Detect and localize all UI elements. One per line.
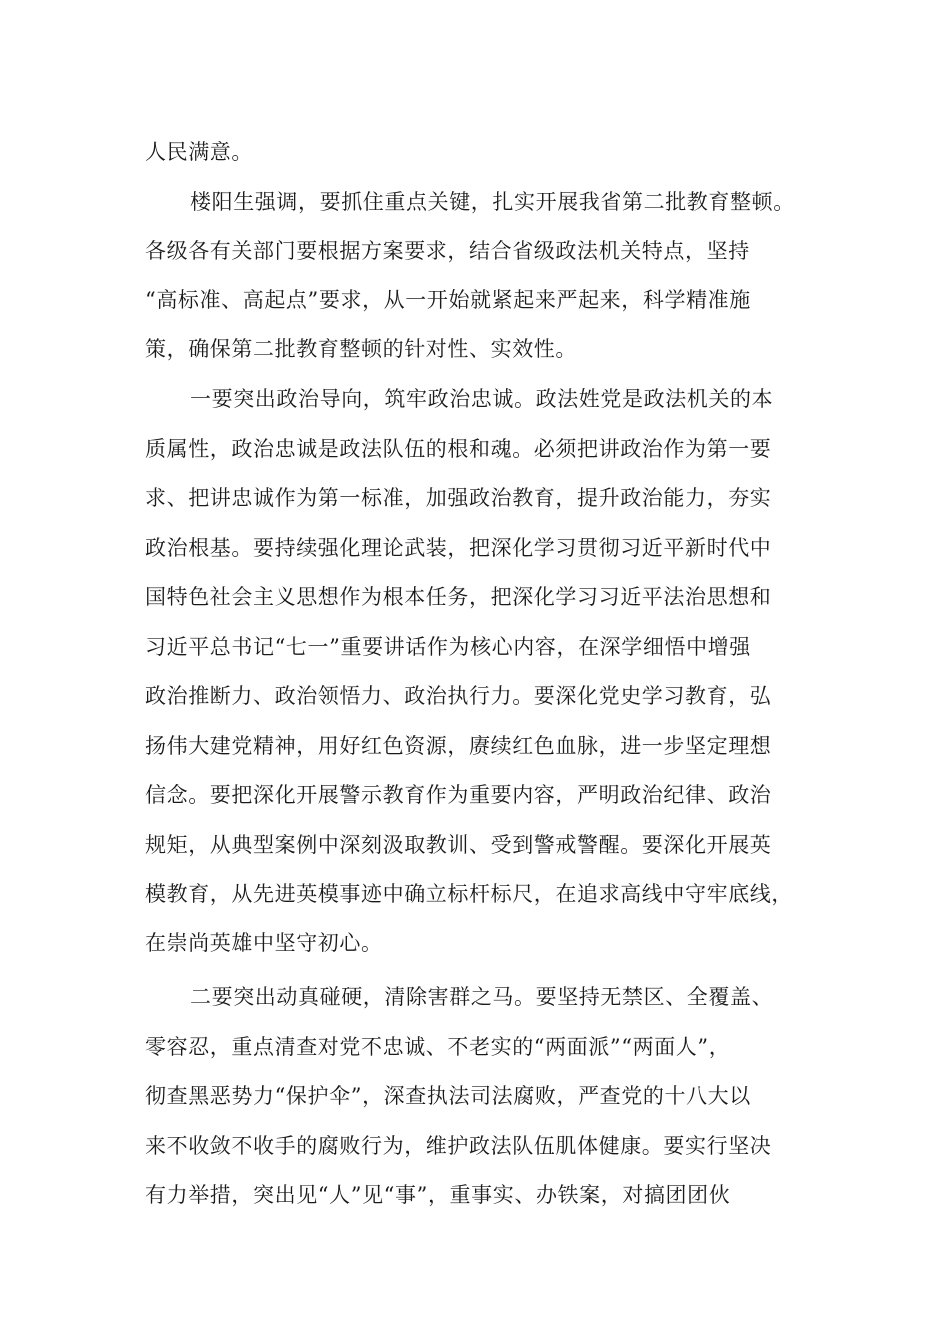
text-line: 有力举措，突出见“人”见“事”，重事实、办铁案，对搞团团伙 xyxy=(145,1183,731,1207)
text-line: 模教育，从先进英模事迹中确立标杆标尺，在追求高线中守牢底线， xyxy=(145,882,793,906)
text-line: 零容忍，重点清查对党不忠诚、不老实的“两面派”“两面人”， xyxy=(145,1035,731,1059)
text-line: 策，确保第二批教育整顿的针对性、实效性。 xyxy=(145,337,577,361)
text-line: 信念。要把深化开展警示教育作为重要内容，严明政治纪律、政治 xyxy=(145,783,772,807)
text-line: 人民满意。 xyxy=(145,140,253,164)
text-line: 求、把讲忠诚作为第一标准，加强政治教育，提升政治能力，夯实 xyxy=(145,486,772,510)
text-line: 来不收敛不收手的腐败行为，维护政法队伍肌体健康。要实行坚决 xyxy=(145,1134,772,1158)
text-line: 规矩，从典型案例中深刻汲取教训、受到警戒警醒。要深化开展英 xyxy=(145,833,772,857)
paragraph-first-line: 二要突出动真碰硬，清除害群之马。要坚持无禁区、全覆盖、 xyxy=(190,985,774,1009)
text-line: 质属性，政治忠诚是政法队伍的根和魂。必须把讲政治作为第一要 xyxy=(145,437,772,461)
text-line: 习近平总书记“七一”重要讲话作为核心内容，在深学细悟中增强 xyxy=(145,635,751,659)
paragraph-first-line: 一要突出政治导向，筑牢政治忠诚。政法姓党是政法机关的本 xyxy=(190,387,774,411)
text-line: 各级各有关部门要根据方案要求，结合省级政法机关特点，坚持 xyxy=(145,239,750,263)
text-line: 政治根基。要持续强化理论武装，把深化学习贯彻习近平新时代中 xyxy=(145,536,772,560)
text-line: 国特色社会主义思想作为根本任务，把深化学习习近平法治思想和 xyxy=(145,585,772,609)
paragraph-first-line: 楼阳生强调，要抓住重点关键，扎实开展我省第二批教育整顿。 xyxy=(190,190,795,214)
text-line: “高标准、高起点”要求，从一开始就紧起来严起来，科学精准施 xyxy=(145,288,751,312)
text-line: 扬伟大建党精神，用好红色资源，赓续红色血脉，进一步坚定理想 xyxy=(145,734,772,758)
text-line: 彻查黑恶势力“保护伞”，深查执法司法腐败，严查党的十八大以 xyxy=(145,1084,751,1108)
text-line: 在崇尚英雄中坚守初心。 xyxy=(145,931,383,955)
text-line: 政治推断力、政治领悟力、政治执行力。要深化党史学习教育，弘 xyxy=(145,684,772,708)
